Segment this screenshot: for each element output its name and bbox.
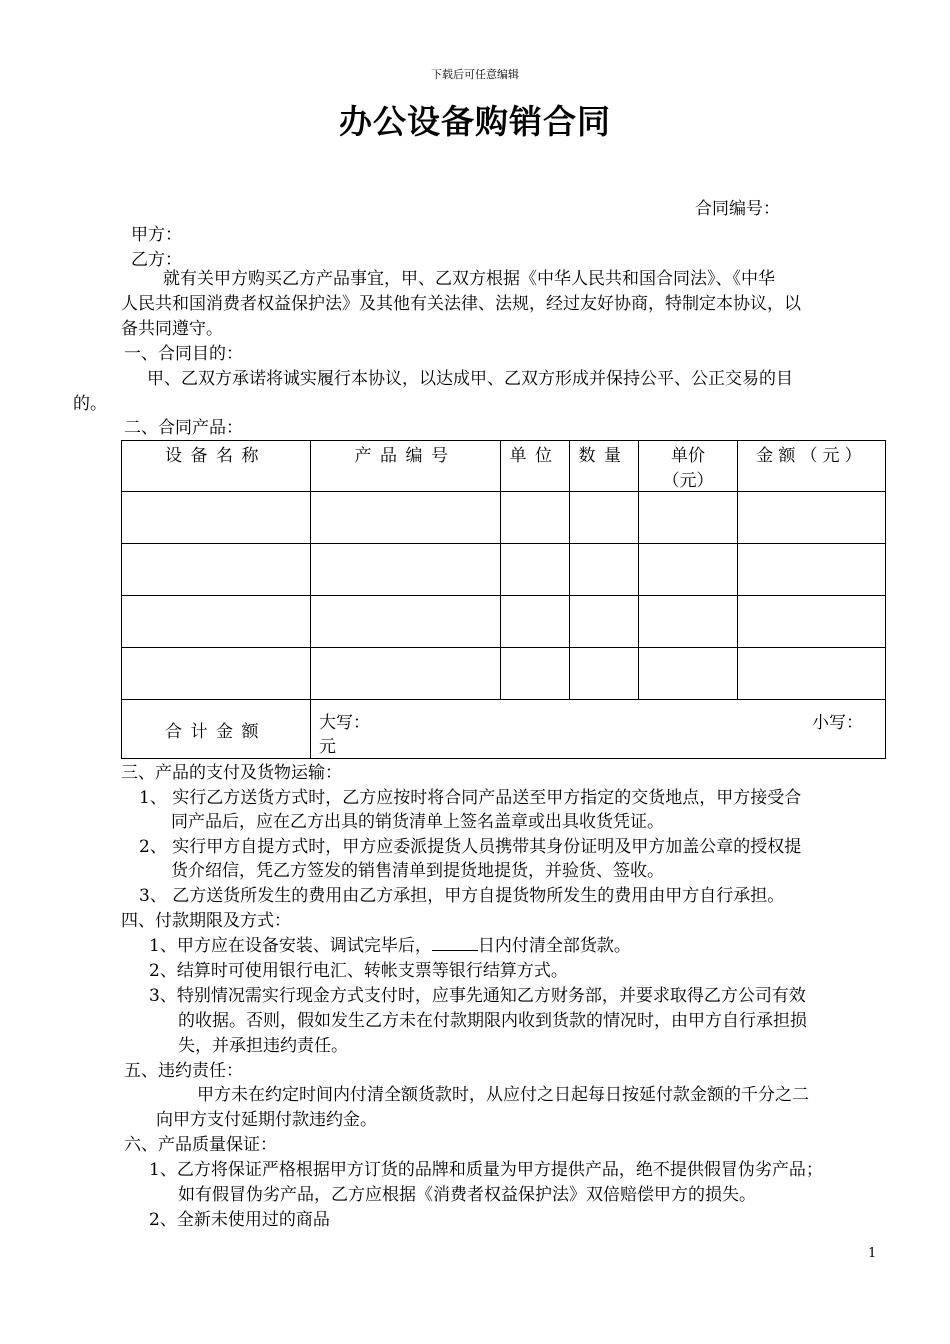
yuan-unit-label: 元 (319, 737, 336, 757)
section-6-item-1-line-1: 1、乙方将保证严格根据甲方订货的品牌和质量为甲方提供产品，绝不提供假冒伪劣产品； (149, 1160, 823, 1180)
section-6-item-2: 2、全新未使用过的商品 (149, 1210, 330, 1230)
preamble-line-1: 就有关甲方购买乙方产品事宜，甲、乙双方根据《中华人民共和国合同法》、《中华 (163, 269, 775, 289)
section-6-item-1-line-2: 如有假冒伪劣产品，乙方应根据《消费者权益保护法》双倍赔偿甲方的损失。 (178, 1185, 756, 1205)
total-amount-cell (311, 700, 886, 759)
section-4-item-3-line-1: 3、特别情况需实行现金方式支付时，应事先通知乙方财务部，并要求取得乙方公司有效 (149, 986, 806, 1006)
section-4-item-3-line-2: 的收据。否则，假如发生乙方未在付款期限内收到货款的情况时，由甲方自行承担损 (178, 1011, 807, 1031)
section-3-item-2-line-1: 2、 实行甲方自提方式时，甲方应委派提货人员携带其身份证明及甲方加盖公章的授权提 (139, 837, 802, 857)
total-amount-label: 合计金额 (122, 700, 311, 759)
table-row (122, 492, 886, 544)
section-4-item-2: 2、结算时可使用银行电汇、转帐支票等银行结算方式。 (149, 961, 568, 981)
numeric-amount-label: 小写： (812, 713, 863, 733)
preamble-line-2: 人民共和国消费者权益保护法》及其他有关法律、法规，经过友好协商，特制定本协议，以 (121, 294, 801, 314)
document-title: 办公设备购销合同 (339, 102, 611, 141)
party-a-label: 甲方： (131, 225, 182, 245)
section-5-heading: 五、违约责任： (124, 1061, 243, 1081)
col-header-amount: 金额（元） (738, 441, 886, 492)
section-1-line-1: 甲、乙双方承诺将诚实履行本协议，以达成甲、乙双方形成并保持公平、公正交易的目 (147, 369, 793, 389)
section-6-heading: 六、产品质量保证： (124, 1135, 277, 1155)
section-3-item-3: 3、 乙方送货所发生的费用由乙方承担，甲方自提货物所发生的费用由甲方自行承担。 (139, 886, 785, 906)
section-4-item-3-line-3: 失，并承担违约责任。 (178, 1036, 348, 1056)
section-3-heading: 三、产品的支付及货物运输： (121, 763, 342, 783)
party-b-label: 乙方： (131, 250, 182, 270)
col-header-unit: 单位 (501, 441, 570, 492)
days-blank (432, 936, 478, 951)
col-header-equipment-name: 设备名称 (122, 441, 311, 492)
table-row (122, 596, 886, 648)
section-2-heading: 二、合同产品： (124, 418, 243, 438)
section-4-item-1: 1、甲方应在设备安装、调试完毕后， 日内付清全部货款。 (149, 936, 631, 956)
section-3-item-2-line-2: 货介绍信，凭乙方签发的销售清单到提货地提货，并验货、签收。 (171, 861, 664, 881)
table-row (122, 648, 886, 700)
section-1-heading: 一、合同目的： (124, 344, 243, 364)
section-4-heading: 四、付款期限及方式： (121, 911, 291, 931)
total-row (122, 700, 886, 759)
col-header-quantity: 数量 (570, 441, 639, 492)
uppercase-amount-label: 大写： (319, 713, 370, 733)
section-5-line-1: 甲方未在约定时间内付清全额货款时，从应付之日起每日按延付款金额的千分之二 (197, 1085, 809, 1105)
page-number: 1 (868, 1246, 877, 1261)
product-table (121, 440, 886, 759)
col-header-product-code: 产品编号 (311, 441, 501, 492)
table-header-row (122, 441, 886, 492)
table-row (122, 544, 886, 596)
section-5-line-2: 向甲方支付延期付款违约金。 (156, 1110, 377, 1130)
preamble-line-3: 备共同遵守。 (121, 319, 223, 339)
col-header-unit-price: 单价 （元） (639, 441, 738, 492)
section-3-item-1-line-1: 1、 实行乙方送货方式时，乙方应按时将合同产品送至甲方指定的交货地点，甲方接受合 (139, 788, 802, 808)
contract-number-label: 合同编号： (695, 199, 780, 219)
header-note: 下载后可任意编辑 (431, 68, 519, 81)
section-1-line-2: 的。 (73, 394, 107, 414)
section-3-item-1-line-2: 同产品后，应在乙方出具的销货清单上签名盖章或出具收货凭证。 (171, 812, 664, 832)
